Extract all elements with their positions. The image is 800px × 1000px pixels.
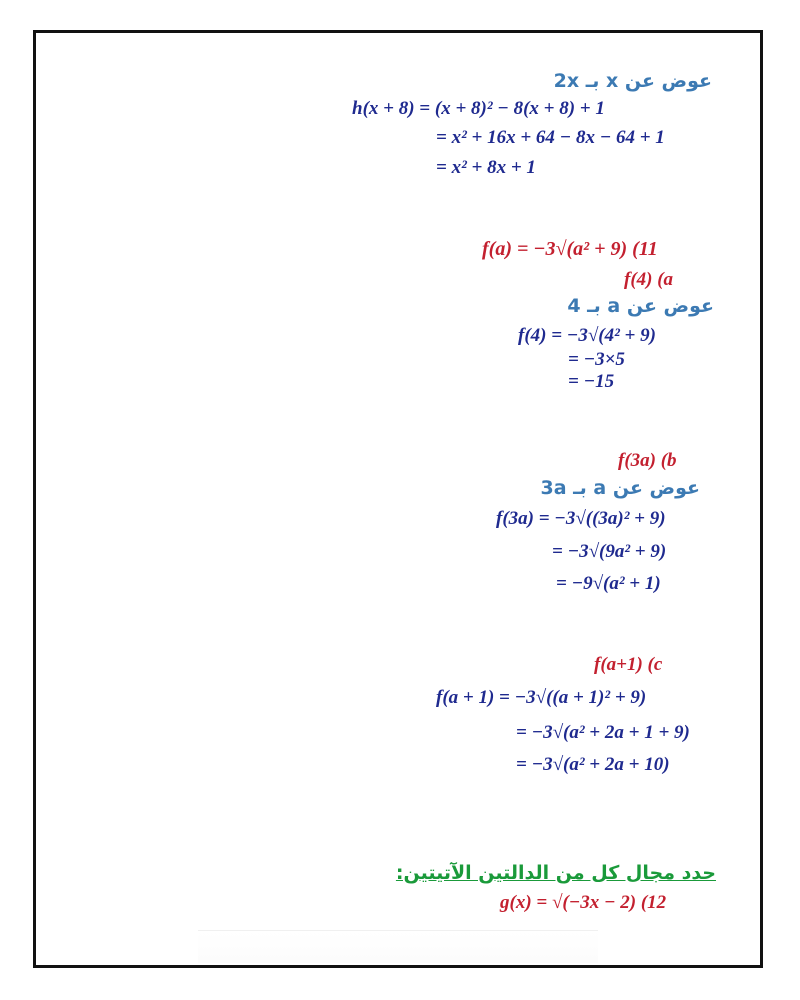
part-b-eq2: = −3√(9a² + 9) <box>552 541 667 562</box>
substitute-note-a4: عوض عن a بـ 4 <box>567 295 714 317</box>
part-a-eq3: = −15 <box>568 371 615 392</box>
faded-bottom-strip <box>198 930 598 963</box>
part-b-label: f(3a) (b <box>618 450 677 471</box>
part-b-eq3: = −9√(a² + 1) <box>556 573 661 594</box>
equation-h-line3: = x² + 8x + 1 <box>436 157 536 178</box>
equation-h-line1: h(x + 8) = (x + 8)² − 8(x + 8) + 1 <box>352 98 605 119</box>
part-a-eq2: = −3×5 <box>568 349 625 370</box>
problem-11-header: f(a) = −3√(a² + 9) (11 <box>482 238 658 260</box>
page-border <box>33 30 763 968</box>
part-c-eq3: = −3√(a² + 2a + 10) <box>516 754 670 775</box>
part-b-eq1: f(3a) = −3√((3a)² + 9) <box>496 508 666 529</box>
problem-12-title: حدد مجال كل من الدالتين الآتيتين: <box>395 862 716 884</box>
substitute-note-x: عوض عن x بـ 2x <box>553 70 712 92</box>
part-a-eq1: f(4) = −3√(4² + 9) <box>518 325 656 346</box>
problem-12-equation: g(x) = √(−3x − 2) (12 <box>500 892 667 913</box>
part-a-label: f(4) (a <box>624 269 674 290</box>
substitute-note-3a: عوض عن a بـ 3a <box>540 477 700 499</box>
part-c-eq2: = −3√(a² + 2a + 1 + 9) <box>516 722 690 743</box>
part-c-eq1: f(a + 1) = −3√((a + 1)² + 9) <box>436 687 647 708</box>
equation-h-line2: = x² + 16x + 64 − 8x − 64 + 1 <box>436 127 665 148</box>
part-c-label: f(a+1) (c <box>594 654 663 675</box>
